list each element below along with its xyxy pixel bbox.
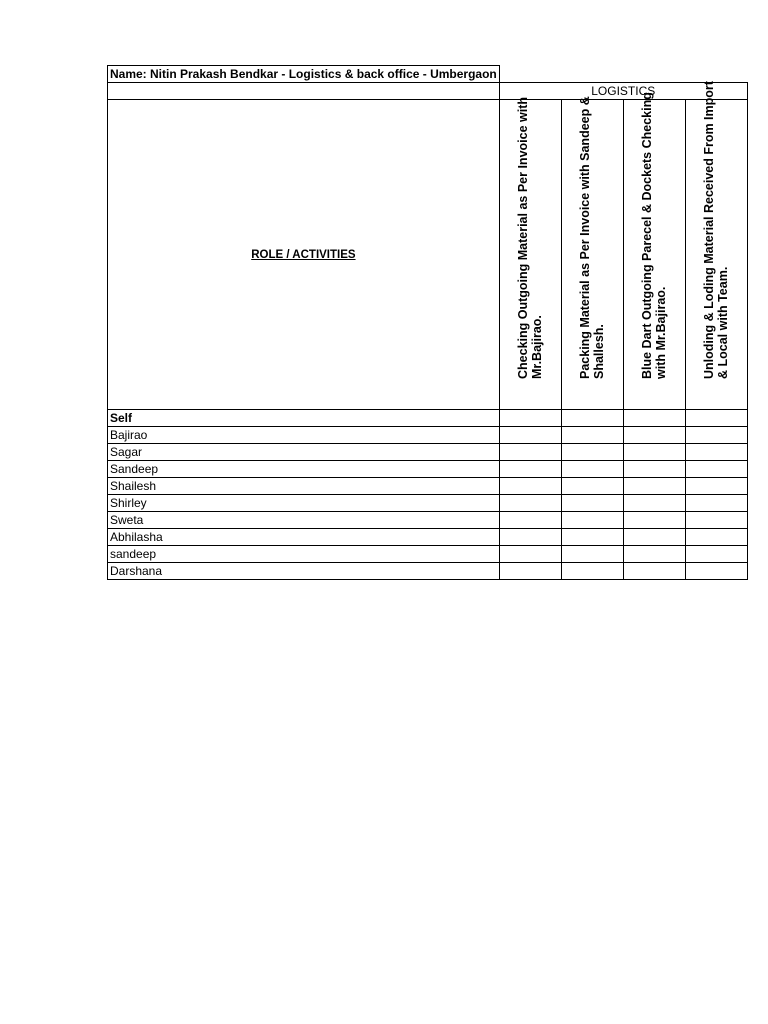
activity-cell[interactable]	[499, 478, 561, 495]
activity-cell[interactable]	[685, 461, 747, 478]
table-row	[108, 529, 748, 546]
activity-cell[interactable]	[561, 478, 623, 495]
activity-cell[interactable]	[561, 461, 623, 478]
person-name-cell[interactable]: sandeep	[108, 546, 500, 563]
table-row	[108, 495, 748, 512]
activity-cell[interactable]	[623, 410, 685, 427]
person-name-cell[interactable]: Abhilasha	[108, 529, 500, 546]
person-name-cell[interactable]: Sagar	[108, 444, 500, 461]
responsibility-table	[107, 65, 748, 580]
activity-column-label: Packing Material as Per Invoice with Sandeep & Shallesh.	[578, 96, 607, 379]
activity-cell[interactable]	[623, 512, 685, 529]
activity-column-header[interactable]	[561, 96, 623, 410]
activity-cell[interactable]	[623, 495, 685, 512]
activity-cell[interactable]	[499, 546, 561, 563]
activity-column-label: Blue Dart Outgoing Parecel & Dockets Checking with Mr.Bajirao.	[640, 92, 669, 379]
table-row	[108, 461, 748, 478]
person-name-cell[interactable]: Shirley	[108, 495, 500, 512]
activity-column-header[interactable]	[623, 92, 685, 410]
table-row	[108, 546, 748, 563]
activity-cell[interactable]	[685, 495, 747, 512]
activity-cell[interactable]	[623, 427, 685, 444]
activity-cell[interactable]	[685, 563, 747, 580]
activity-cell[interactable]	[499, 410, 561, 427]
activity-column-label: Checking Outgoing Material as Per Invoice with Mr.Bajirao.	[516, 96, 545, 379]
activity-cell[interactable]	[499, 529, 561, 546]
activity-cell[interactable]	[561, 410, 623, 427]
table-row	[108, 478, 748, 495]
activity-cell[interactable]	[685, 546, 747, 563]
person-name-cell[interactable]: Self	[108, 410, 500, 427]
group-row-blank-cell[interactable]	[108, 83, 500, 100]
activity-cell[interactable]	[499, 563, 561, 580]
person-name-cell[interactable]: Sweta	[108, 512, 500, 529]
table-row	[108, 444, 748, 461]
activity-cell[interactable]	[623, 563, 685, 580]
activity-column-header[interactable]	[685, 81, 747, 410]
activity-cell[interactable]	[685, 410, 747, 427]
activity-cell[interactable]	[561, 427, 623, 444]
person-name-cell[interactable]: Bajirao	[108, 427, 500, 444]
activity-cell[interactable]	[623, 461, 685, 478]
activity-column-header[interactable]	[499, 96, 561, 410]
activity-cell[interactable]	[561, 444, 623, 461]
person-name-cell[interactable]: Darshana	[108, 563, 500, 580]
sheet-title[interactable]: Name: Nitin Prakash Bendkar - Logistics & back office - Umbergaon	[108, 66, 500, 83]
activity-cell[interactable]	[685, 529, 747, 546]
logistics-group-header[interactable]: LOGISTICS	[499, 83, 747, 100]
activity-cell[interactable]	[623, 444, 685, 461]
activity-cell[interactable]	[561, 495, 623, 512]
activity-cell[interactable]	[623, 529, 685, 546]
table-row	[108, 427, 748, 444]
activity-cell[interactable]	[623, 478, 685, 495]
person-name-cell[interactable]: Shailesh	[108, 478, 500, 495]
activity-cell[interactable]	[561, 512, 623, 529]
role-activities-header[interactable]: ROLE / ACTIVITIES	[108, 100, 500, 410]
person-rows	[108, 410, 748, 580]
responsibility-sheet	[107, 65, 748, 580]
activity-cell[interactable]	[499, 512, 561, 529]
activity-cell[interactable]	[499, 444, 561, 461]
activity-cell[interactable]	[623, 546, 685, 563]
table-row	[108, 512, 748, 529]
activity-cell[interactable]	[685, 444, 747, 461]
activity-cell[interactable]	[561, 529, 623, 546]
activity-column-label: Unloding & Loding Material Received From Import & Local with Team.	[702, 81, 731, 379]
activity-cell[interactable]	[499, 495, 561, 512]
activity-cell[interactable]	[685, 427, 747, 444]
person-name-cell[interactable]: Sandeep	[108, 461, 500, 478]
activity-cell[interactable]	[561, 563, 623, 580]
activity-cell[interactable]	[685, 478, 747, 495]
table-row	[108, 563, 748, 580]
activity-cell[interactable]	[499, 461, 561, 478]
table-row	[108, 410, 748, 427]
activity-header-row	[108, 100, 748, 410]
activity-cell[interactable]	[499, 427, 561, 444]
activity-cell[interactable]	[561, 546, 623, 563]
activity-cell[interactable]	[685, 512, 747, 529]
